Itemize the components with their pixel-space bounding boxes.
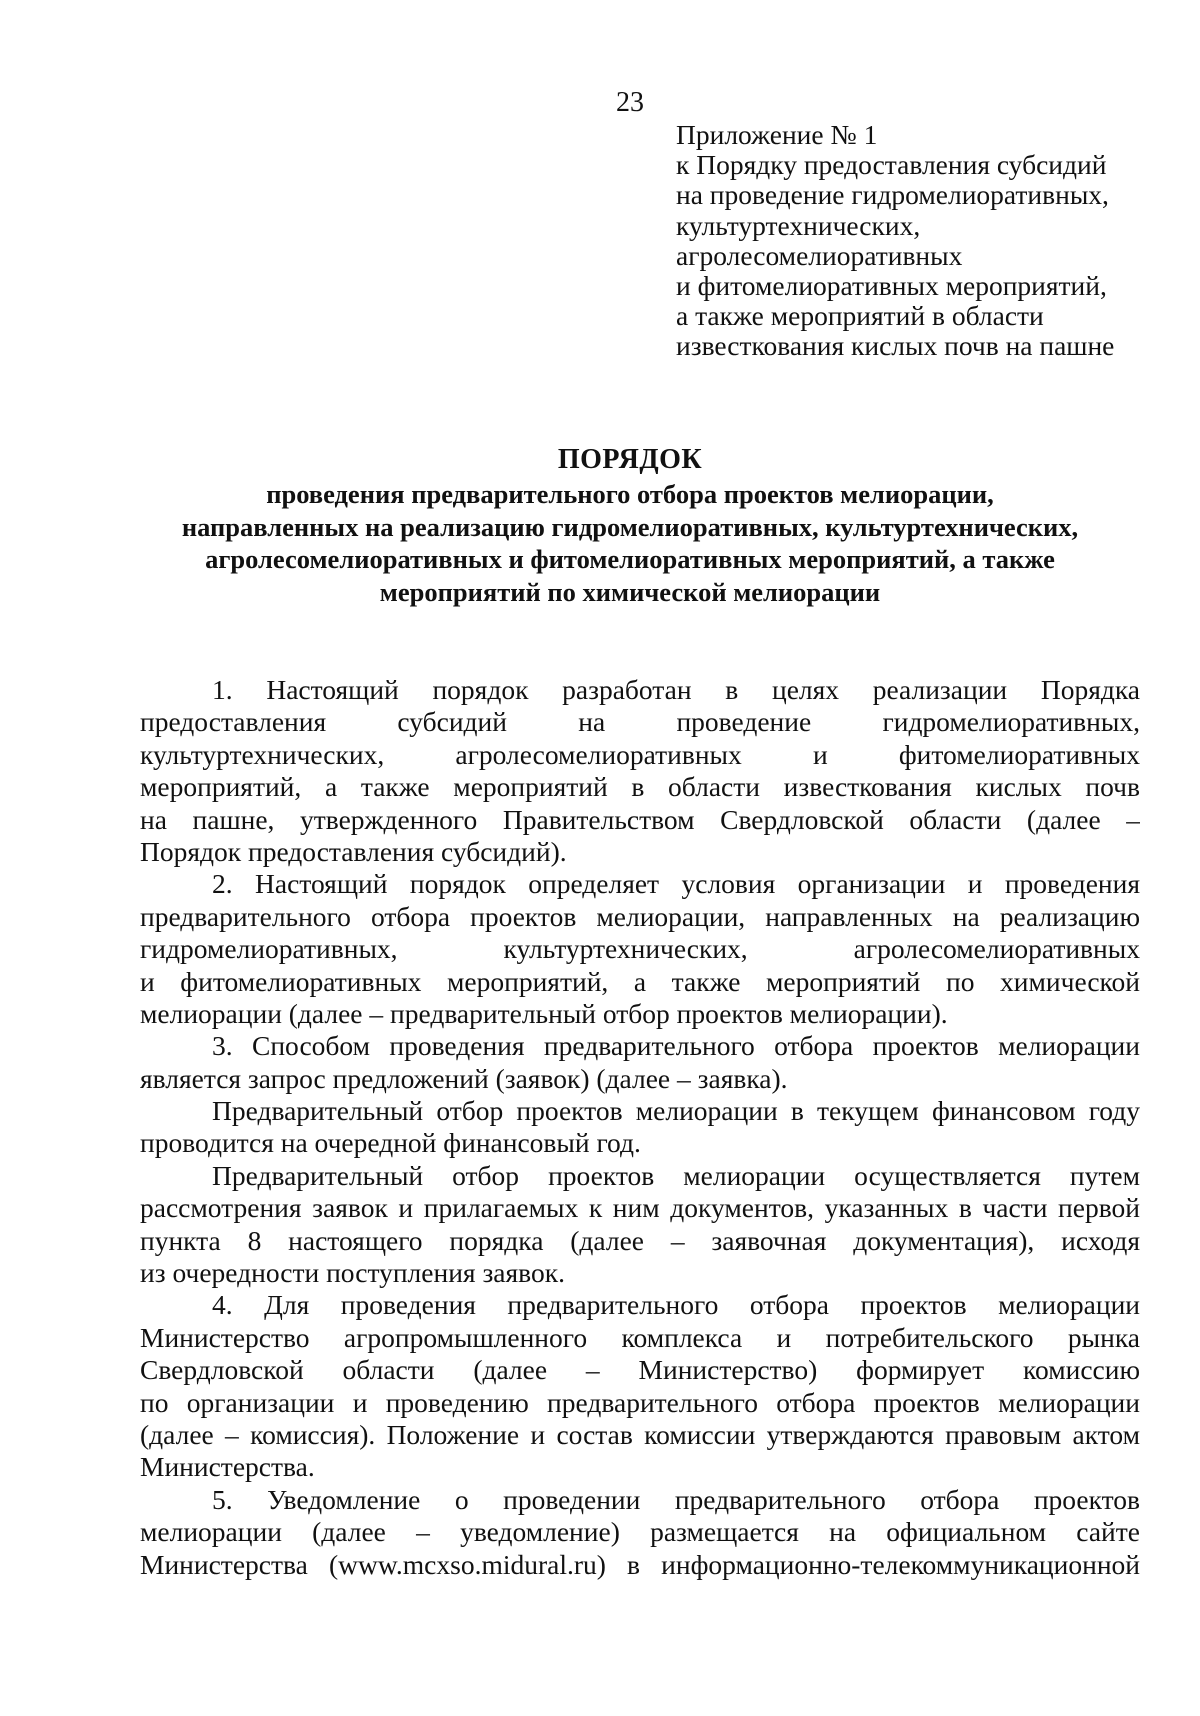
paragraph-line: 5. Уведомление о проведении предварительного отбора проектов: [212, 1483, 1140, 1515]
paragraph-line: мелиорации (далее – предварительный отбор проектов мелиорации).: [140, 997, 948, 1029]
title-subtitle: [120, 478, 1140, 608]
paragraph-line: Министерства.: [140, 1451, 315, 1483]
paragraph-line: мероприятий, а также мероприятий в области известкования кислых почв: [140, 771, 1140, 803]
subtitle-line: проведения предварительного отбора проектов мелиорации,: [266, 479, 994, 509]
appendix-reference: [676, 120, 1156, 362]
appendix-line: на проведение гидромелиоративных,: [676, 179, 1109, 211]
paragraph-line: проводится на очередной финансовый год.: [140, 1127, 641, 1159]
paragraph-line: Порядок предоставления субсидий).: [140, 835, 567, 867]
paragraph-line: 2. Настоящий порядок определяет условия организации и проведения: [212, 868, 1140, 900]
paragraph-line: 3. Способом проведения предварительного отбора проектов мелиорации: [212, 1030, 1140, 1062]
paragraph-line: по организации и проведению предварительного отбора проектов мелиорации: [140, 1386, 1140, 1418]
appendix-line: Приложение № 1: [676, 119, 878, 150]
subtitle-line: направленных на реализацию гидромелиоративных, культуртехнических,: [181, 511, 1079, 542]
paragraph-line: культуртехнических, агролесомелиоративных и фитомелиоративных: [140, 738, 1140, 770]
paragraph-line: Министерство агропромышленного комплекса и потребительского рынка: [140, 1321, 1140, 1353]
appendix-line: а также мероприятий в области: [676, 300, 1044, 332]
paragraph-line: (далее – комиссия). Положение и состав комиссии утверждаются правовым актом: [140, 1418, 1140, 1450]
body-text: [140, 674, 1140, 1581]
paragraph-line: предоставления субсидий на проведение гидромелиоративных,: [140, 706, 1140, 738]
paragraph-line: Министерства (www.mcxso.midural.ru) в информационно-телекоммуникационной: [140, 1548, 1140, 1580]
subtitle-line: агролесомелиоративных и фитомелиоративных мероприятий, а также: [205, 544, 1055, 574]
paragraph-line: предварительного отбора проектов мелиорации, направленных на реализацию: [140, 900, 1140, 932]
subtitle-line: мероприятий по химической мелиорации: [379, 576, 881, 607]
appendix-line: известкования кислых почв на пашне: [676, 330, 1115, 362]
paragraph-line: мелиорации (далее – уведомление) размещается на официальном сайте: [140, 1516, 1140, 1548]
page-number: 23: [616, 87, 644, 118]
paragraph-line: рассмотрения заявок и прилагаемых к ним документов, указанных в части первой: [140, 1192, 1140, 1224]
paragraph-line: гидромелиоративных, культуртехнических, агролесомелиоративных: [140, 933, 1140, 965]
paragraph-line: и фитомелиоративных мероприятий, а также мероприятий по химической: [140, 965, 1140, 997]
paragraph-line: 4. Для проведения предварительного отбора проектов мелиорации: [212, 1289, 1140, 1321]
paragraph-line: Предварительный отбор проектов мелиорации в текущем финансовом году: [212, 1095, 1140, 1127]
paragraph-line: Свердловской области (далее – Министерство) формирует комиссию: [140, 1354, 1140, 1386]
appendix-line: и фитомелиоративных мероприятий,: [676, 270, 1107, 302]
paragraph-line: пункта 8 настоящего порядка (далее – заявочная документация), исходя: [140, 1224, 1140, 1256]
paragraph-line: Предварительный отбор проектов мелиорации осуществляется путем: [212, 1159, 1140, 1191]
paragraph-line: является запрос предложений (заявок) (далее – заявка).: [140, 1062, 788, 1094]
appendix-line: культуртехнических,: [676, 209, 921, 241]
title-heading: ПОРЯДОК: [557, 444, 703, 475]
paragraph-line: 1. Настоящий порядок разработан в целях реализации Порядка: [212, 674, 1140, 705]
paragraph-line: на пашне, утвержденного Правительством Свердловской области (далее –: [140, 803, 1140, 835]
appendix-line: к Порядку предоставления субсидий: [676, 149, 1107, 181]
appendix-line: агролесомелиоративных: [676, 239, 963, 271]
document-title: [120, 442, 1140, 608]
paragraph-line: из очередности поступления заявок.: [140, 1257, 565, 1289]
